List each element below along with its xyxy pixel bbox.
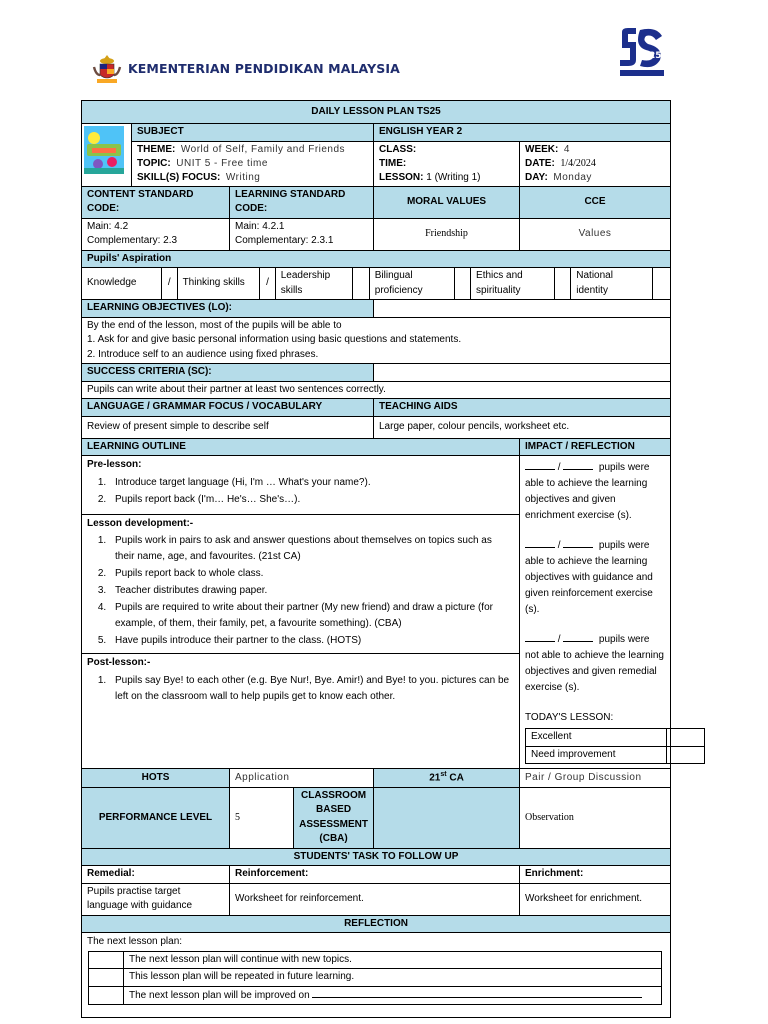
- cba-value: Observation: [520, 787, 671, 848]
- lesson-label: LESSON:: [379, 171, 424, 183]
- rating-improve-box[interactable]: [667, 746, 705, 764]
- blank-line[interactable]: [563, 632, 593, 642]
- performance-level-value: 5: [230, 788, 294, 848]
- next-lesson-options: [88, 951, 662, 1006]
- todays-lesson-rating: [525, 728, 705, 764]
- learning-standard-label: LEARNING STANDARD CODE:: [230, 186, 374, 218]
- performance-level-label: PERFORMANCE LEVEL: [82, 787, 230, 848]
- enrichment-label: Enrichment:: [520, 866, 671, 884]
- skill-value: Writing: [225, 171, 261, 183]
- option-text: The next lesson plan will be improved on: [129, 989, 310, 1001]
- aspiration-knowledge: Knowledge: [82, 268, 162, 299]
- lo-line: 2. Introduce self to an audience using fixed phrases.: [87, 348, 319, 360]
- post-lesson-label: Post-lesson:-: [87, 657, 151, 668]
- aspiration-grid: [82, 268, 670, 299]
- reinforcement-value: Worksheet for reinforcement.: [230, 883, 520, 915]
- moral-value: Friendship: [374, 218, 520, 250]
- list-item: 4. Pupils are required to write about their partner (My new friend) and draw a picture (for example, of them, their family, pet, a favourite something). (CBA): [109, 600, 514, 632]
- topic-value: UNIT 5 - Free time: [176, 157, 268, 169]
- pre-lesson-list: [87, 475, 514, 508]
- content-standard-main: Main: 4.2: [87, 220, 129, 232]
- impact-line: pupils were able to achieve the learning objectives with guidance and given reinforcement exercise (s).: [525, 540, 653, 615]
- teaching-aids-value: Large paper, colour pencils, worksheet etc.: [374, 416, 671, 438]
- coat-of-arms-icon: [92, 53, 122, 85]
- learning-standard-complementary: Complementary: 2.3.1: [235, 235, 334, 246]
- day-value: Monday: [553, 171, 592, 183]
- language-focus-label: LANGUAGE / GRAMMAR FOCUS / VOCABULARY: [82, 399, 374, 417]
- list-item: 5. Have pupils introduce their partner to the class. (HOTS): [109, 633, 514, 649]
- date-value: 1/4/2024: [560, 157, 596, 169]
- list-item: 2. Pupils report back (I'm… He's… She's…).: [109, 492, 514, 508]
- theme-value: World of Self, Family and Friends: [180, 143, 346, 155]
- slash-separator: /: [557, 540, 561, 551]
- learning-outline-label: LEARNING OUTLINE: [82, 438, 520, 456]
- reinforcement-label: Reinforcement:: [230, 866, 520, 884]
- blank-line[interactable]: [563, 460, 593, 470]
- class-label: CLASS:: [379, 143, 417, 155]
- ca-label-suffix: CA: [446, 772, 464, 784]
- lesson-development-list: [87, 533, 514, 649]
- ca-value: Pair / Group Discussion: [520, 769, 671, 788]
- lesson-value: 1 (Writing 1): [426, 171, 481, 183]
- lesson-plan-document: [81, 100, 670, 1001]
- leadership-tick: [353, 268, 370, 299]
- enrichment-value: Worksheet for enrichment.: [520, 883, 671, 915]
- rating-excellent: Excellent: [526, 729, 667, 747]
- list-item: 1. Pupils work in pairs to ask and answer questions about themselves on topics such as their name, age, and favourites. (21st CA): [109, 533, 514, 565]
- option-checkbox[interactable]: [89, 969, 124, 987]
- ministry-name: KEMENTERIAN PENDIDIKAN MALAYSIA: [128, 61, 400, 76]
- date-label: DATE:: [525, 157, 555, 169]
- success-criteria-label: SUCCESS CRITERIA (SC):: [82, 364, 374, 382]
- remedial-value: Pupils practise target language with guidance: [82, 883, 230, 915]
- todays-lesson-label: TODAY'S LESSON:: [525, 712, 614, 723]
- aspiration-thinking: Thinking skills: [177, 268, 260, 299]
- aspiration-bilingual: Bilingual proficiency: [369, 268, 454, 299]
- national-tick: [652, 268, 670, 299]
- ca-sup: st: [440, 771, 447, 778]
- teaching-aids-label: TEACHING AIDS: [374, 399, 671, 417]
- content-standard-complementary: Complementary: 2.3: [87, 235, 178, 246]
- blank-line[interactable]: [525, 538, 555, 548]
- reflection-label: REFLECTION: [82, 915, 671, 933]
- page-header: [0, 0, 768, 100]
- topic-label: TOPIC:: [137, 157, 171, 169]
- impact-reflection-label: IMPACT / REFLECTION: [520, 438, 671, 456]
- lesson-development-label: Lesson development:-: [87, 517, 194, 529]
- document-title: DAILY LESSON PLAN TS25: [82, 101, 671, 124]
- cce-label: CCE: [520, 186, 671, 218]
- list-item: 3. Teacher distributes drawing paper.: [109, 583, 514, 599]
- subject-value: ENGLISH YEAR 2: [374, 124, 671, 142]
- hots-label: HOTS: [82, 769, 230, 788]
- subject-label: SUBJECT: [132, 124, 374, 142]
- content-standard-label: CONTENT STANDARD CODE:: [82, 186, 230, 218]
- option-text: The next lesson plan will continue with new topics.: [124, 951, 662, 969]
- textbook-cover-icon: [84, 126, 124, 174]
- language-focus-value: Review of present simple to describe self: [82, 416, 374, 438]
- week-label: WEEK:: [525, 143, 559, 155]
- success-criteria-text: Pupils can write about their partner at least two sentences correctly.: [82, 381, 671, 399]
- option-checkbox[interactable]: [89, 986, 124, 1005]
- ca-label: 21: [429, 772, 441, 784]
- day-label: DAY:: [525, 171, 548, 183]
- learning-objectives-label: LEARNING OBJECTIVES (LO):: [82, 300, 374, 318]
- week-value: 4: [563, 143, 570, 155]
- lo-line: By the end of the lesson, most of the pupils will be able to: [87, 319, 342, 331]
- list-item: 1. Pupils say Bye! to each other (e.g. Bye Nur!, Bye. Amir!) and Bye! to you. pictures can be left on the classroom wall to help pupils get to know each other.: [109, 673, 514, 705]
- list-item: 1. Introduce target language (Hi, I'm … What's your name?).: [109, 475, 514, 491]
- impact-line: pupils were not able to achieve the learning objectives and given remedial exercise (s).: [525, 634, 664, 693]
- aspiration-label: Pupils' Aspiration: [82, 250, 671, 268]
- learning-standard-main: Main: 4.2.1: [235, 220, 285, 232]
- blank-line[interactable]: [525, 632, 555, 642]
- aspiration-leadership: Leadership skills: [275, 268, 353, 299]
- lesson-plan-table: [81, 100, 671, 1018]
- option-checkbox[interactable]: [89, 951, 124, 969]
- next-lesson-label: The next lesson plan:: [87, 936, 183, 948]
- slash-separator: /: [557, 462, 561, 473]
- rating-excellent-box[interactable]: [667, 729, 705, 747]
- cce-value: Values: [520, 218, 671, 250]
- thinking-tick: /: [260, 268, 276, 299]
- rating-need-improvement: Need improvement: [526, 746, 667, 764]
- theme-label: THEME:: [137, 143, 176, 155]
- aspiration-ethics: Ethics and spirituality: [471, 268, 555, 299]
- hots-value: Application: [230, 769, 374, 788]
- remedial-label: Remedial:: [82, 866, 230, 884]
- knowledge-tick: /: [162, 268, 178, 299]
- ethics-tick: [554, 268, 571, 299]
- skill-label: SKILL(S) FOCUS:: [137, 171, 221, 183]
- time-label: TIME:: [379, 157, 407, 169]
- impact-line: pupils were able to achieve the learning objectives and given enrichment exercise (s).: [525, 462, 650, 521]
- blank-line[interactable]: [312, 988, 642, 998]
- aspiration-national: National identity: [571, 268, 653, 299]
- post-lesson-list: [87, 673, 514, 705]
- pre-lesson-label: Pre-lesson:: [87, 459, 142, 470]
- option-text: This lesson plan will be repeated in future learning.: [124, 969, 662, 987]
- cba-label: CLASSROOM BASED ASSESSMENT (CBA): [294, 788, 373, 848]
- students-task-label: STUDENTS' TASK TO FOLLOW UP: [82, 848, 671, 866]
- lo-line: 1. Ask for and give basic personal information using basic questions and statements.: [87, 334, 462, 345]
- logo-number: 25: [649, 51, 662, 61]
- slash-separator: /: [557, 634, 561, 645]
- ts25-logo-icon: [616, 26, 668, 82]
- list-item: 2. Pupils report back to whole class.: [109, 566, 514, 582]
- blank-line[interactable]: [525, 460, 555, 470]
- moral-values-label: MORAL VALUES: [374, 186, 520, 218]
- blank-line[interactable]: [563, 538, 593, 548]
- bilingual-tick: [454, 268, 471, 299]
